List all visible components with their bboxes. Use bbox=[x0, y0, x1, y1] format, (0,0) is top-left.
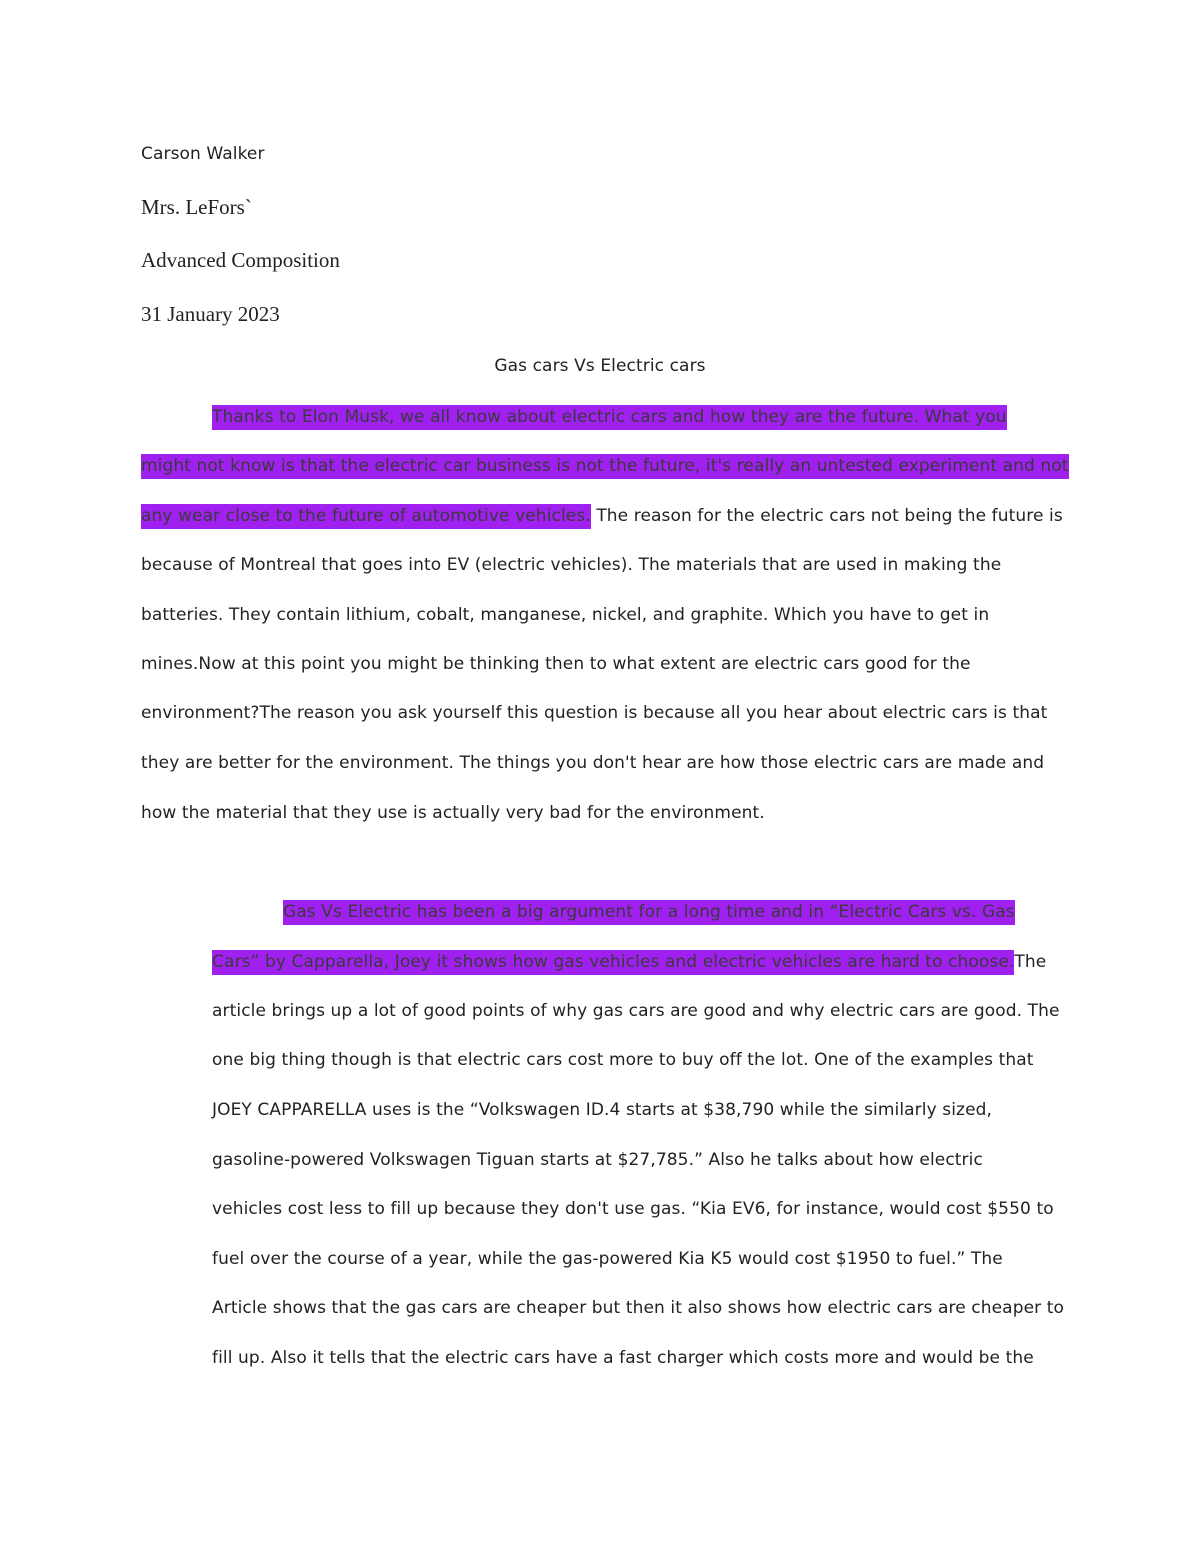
paragraph-line bbox=[212, 949, 1046, 975]
body-text: The reason for the electric cars not being the future is bbox=[590, 506, 1063, 526]
essay-date: 31 January 2023 bbox=[141, 302, 280, 326]
paragraph-line bbox=[283, 899, 1015, 925]
highlighted-text: any wear close to the future of automotive vehicles. bbox=[141, 504, 591, 529]
highlighted-text: Gas Vs Electric has been a big argument for a long time and in “Electric Cars vs. Gas bbox=[283, 900, 1015, 925]
paragraph-line bbox=[141, 750, 1044, 776]
body-text: batteries. They contain lithium, cobalt, manganese, nickel, and graphite. Which you have to get in bbox=[141, 605, 990, 625]
paragraph-line bbox=[141, 602, 989, 628]
essay-title: Gas cars Vs Electric cars bbox=[494, 356, 706, 376]
body-text: because of Montreal that goes into EV (electric vehicles). The materials that are used in making the bbox=[141, 555, 1002, 575]
body-text: fuel over the course of a year, while the gas-powered Kia K5 would cost $1950 to fuel.” The bbox=[212, 1249, 1003, 1269]
highlighted-text: Thanks to Elon Musk, we all know about electric cars and how they are the future. What you bbox=[212, 405, 1007, 430]
student-name: Carson Walker bbox=[141, 144, 265, 164]
body-text: they are better for the environment. The things you don't hear are how those electric cars are made and bbox=[141, 753, 1045, 773]
paragraph-line bbox=[212, 404, 1007, 430]
teacher-name: Mrs. LeFors` bbox=[141, 195, 252, 219]
body-text: one big thing though is that electric cars cost more to buy off the lot. One of the examples that bbox=[212, 1050, 1034, 1070]
paragraph-line bbox=[212, 1295, 1064, 1321]
body-text: how the material that they use is actually very bad for the environment. bbox=[141, 803, 765, 823]
body-text: gasoline-powered Volkswagen Tiguan starts at $27,785.” Also he talks about how electric bbox=[212, 1150, 983, 1170]
paragraph-line bbox=[212, 1097, 992, 1123]
paragraph-line bbox=[212, 1047, 1034, 1073]
body-text: article brings up a lot of good points of why gas cars are good and why electric cars are good. The bbox=[212, 1001, 1060, 1021]
paragraph-line bbox=[141, 552, 1001, 578]
body-text: Article shows that the gas cars are cheaper but then it also shows how electric cars are cheaper to bbox=[212, 1298, 1065, 1318]
body-text: mines.Now at this point you might be thinking then to what extent are electric cars good for the bbox=[141, 654, 971, 674]
paragraph-line bbox=[212, 1345, 1034, 1371]
paragraph-line bbox=[212, 1196, 1054, 1222]
highlighted-text: might not know is that the electric car business is not the future, it's really an untested experiment and not bbox=[141, 454, 1069, 479]
body-text: JOEY CAPPARELLA uses is the “Volkswagen ID.4 starts at $38,790 while the similarly sized, bbox=[212, 1100, 993, 1120]
body-text: fill up. Also it tells that the electric cars have a fast charger which costs more and would be the bbox=[212, 1348, 1034, 1368]
course-name: Advanced Composition bbox=[141, 248, 340, 272]
paragraph-line bbox=[212, 1147, 983, 1173]
paragraph-line bbox=[141, 453, 1069, 479]
paragraph-line bbox=[141, 651, 971, 677]
paragraph-line bbox=[141, 800, 765, 826]
paragraph-line bbox=[212, 998, 1060, 1024]
paragraph-line bbox=[212, 1246, 1003, 1272]
body-text: vehicles cost less to fill up because they don't use gas. “Kia EV6, for instance, would cost $550 to bbox=[212, 1199, 1054, 1219]
body-text: The bbox=[1014, 952, 1047, 972]
highlighted-text: Cars” by Capparella, Joey it shows how gas vehicles and electric vehicles are hard to choose. bbox=[212, 950, 1014, 975]
paragraph-line bbox=[141, 700, 1047, 726]
body-text: environment?The reason you ask yourself this question is because all you hear about electric cars is that bbox=[141, 703, 1048, 723]
paragraph-line bbox=[141, 503, 1063, 529]
